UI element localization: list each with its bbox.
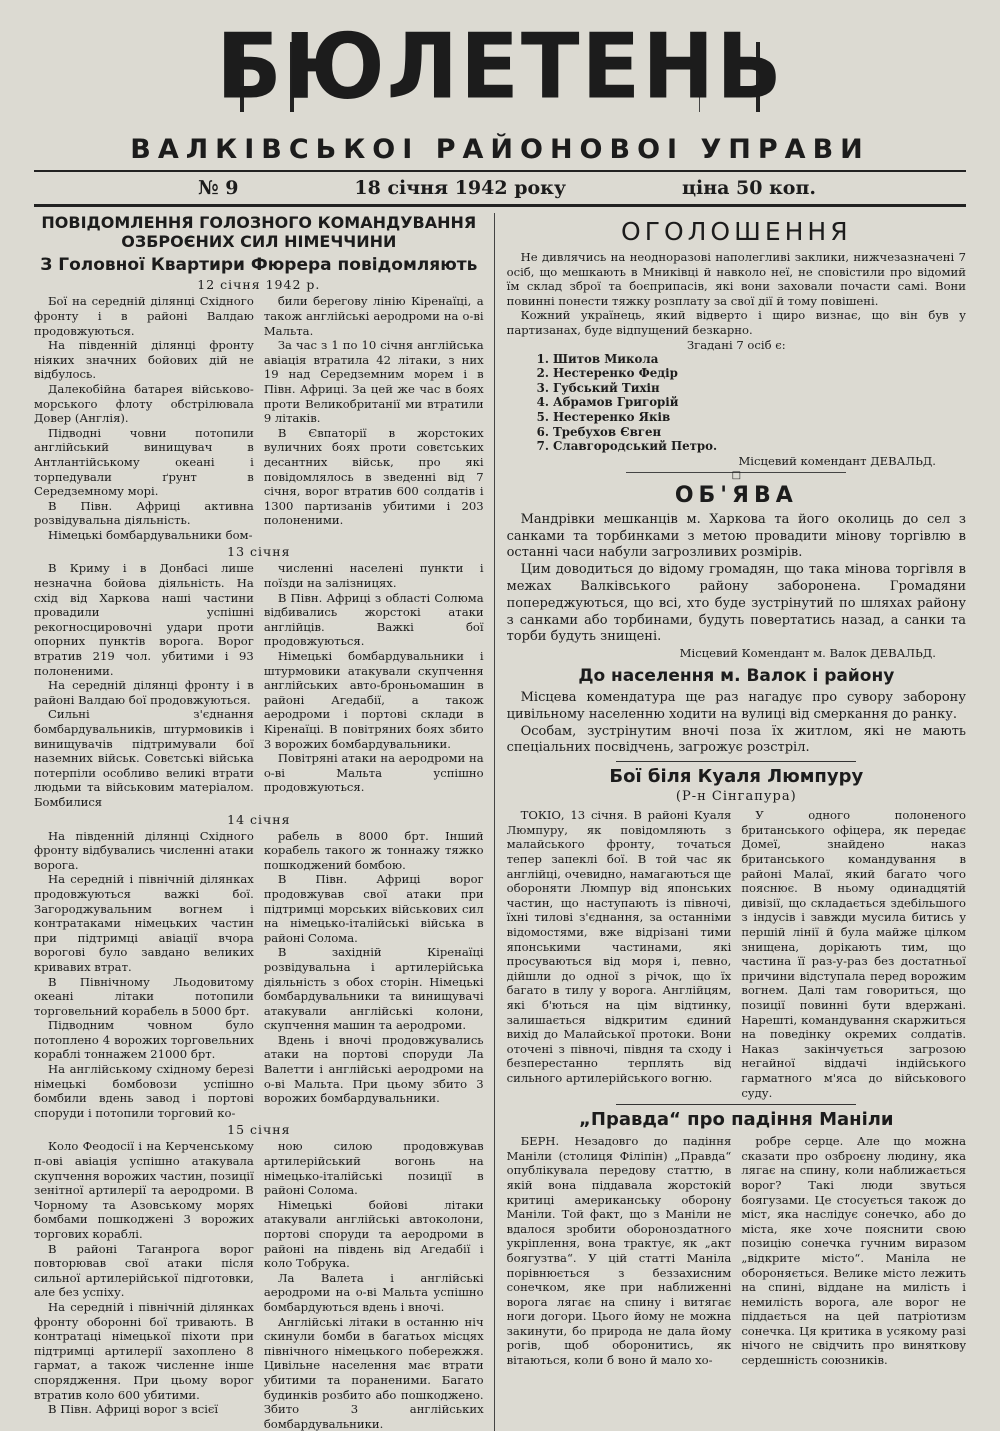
article-paragraph: Далекобійна батарея військово-морського флоту обстрілювала Довер (Англія). (34, 381, 254, 426)
signature: Місцевий Комендант м. Валок ДЕВАЛЬД. (679, 646, 936, 661)
article-paragraph: В західній Кіренаїці розвідувальна і артилерійська діяльність з обох сторін. Німецькі бомбардувальники та винищувачі атакували англійські колони, скупчення машин та аеродроми. (263, 945, 484, 1033)
section-13 (34, 561, 484, 809)
kuala-lumpur-title: Бої біля Куаля Люмпуру (609, 766, 864, 788)
issue-price: ціна 50 коп. (681, 177, 816, 199)
article-paragraph: В Півн. Африці ворог з всієї (48, 1402, 219, 1417)
article-paragraph: Бої на середній ділянці Східного фронту і в районі Валдаю продовжуються. (34, 294, 254, 338)
article-paragraph: били берегову лінію Кіренаїці, а також англійські аеродроми на о-ві Мальта. (263, 294, 484, 338)
list-item: 5. Нестеренко Яків (536, 409, 671, 424)
article-paragraph: Підводним човном було потоплено 4 ворожих торговельних кораблі тоннажем 21000 брт. (34, 1018, 254, 1062)
article-paragraph: Повітряні атаки на аеродроми на о-ві Мальта успішно продовжуються. (263, 751, 484, 795)
article-paragraph: У одного полоненого британського офіцера, як передає Домеї, знайдено наказ британського командування в районі Малаї, який багато чого пояснює. В ньому одинадцятій дивізії, що складається здебільшого з індусів і завжди мусила битись у першій лінії й була майже цілком знищена, дорікають тим, що частина її раз-у-раз без достатньої причини відступала перед ворожим вогнем. Далі там говориться, що позиції повинні бути вдержані. Нарешті, командування скаржиться на поведінку окремих солдатів. Наказ закінчується загрозою негайної віддачі індійського гарматного м'яса до військового суду. (741, 808, 967, 1100)
list-item: 1. Шитов Микола (536, 351, 659, 366)
notice-body (507, 512, 966, 646)
article-paragraph: робре серце. Але що можна сказати про озброєну людину, яка лягає на спину, коли наближається ворог? Такі люди звуться боягузами. Це стосується також до міст, яка наслідує сонечко, або до міста, яке хоче пояснити свою позицію сонечка гучним виразом „відкрите місто“. Маніла не обороняється. Велике місто лежить на спині, віддане на милість і немилість ворога, але ворог не піддається на цей патріотизм сонечка. Ця критика в усякому разі нічого не свідчить про винятковy сердешність союзників. (741, 1134, 967, 1368)
list-item: 6. Требухов Євген (536, 424, 662, 439)
article-paragraph: В Півн. Африці з області Солюма відбивались жорстокі атаки англійців. Важкі бої продовжуються. (263, 590, 484, 649)
article-paragraph: Підводні човни потопили англійський винищувач в Антлантійському океані і торпедували ґрунт в Середземному морі. (34, 425, 254, 499)
article-paragraph: Коло Феодосії і на Керченському п-ові авіація успішно атакувала скупчення ворожих частин, позиції зенітної артилерії та аеродроми. В Чорному та Азовському морях бомбами пошкоджені 3 ворожих торгових кораблі. (34, 1139, 254, 1241)
article-paragraph: Німецькі бойові літаки атакували англійські автоколони, портові споруди та аеродроми в районі на південь від Агедабії і коло Тобрука. (263, 1197, 484, 1271)
article-paragraph: Ла Валета і англійські аеродроми на о-ві Мальта успішно бомбардуються вдень і вночі. (263, 1270, 484, 1314)
population-body (507, 690, 966, 757)
manila-col-a (507, 1134, 732, 1368)
manila-title: „Правда“ про падіння Маніли (579, 1109, 894, 1131)
manila-article (507, 1134, 966, 1368)
article-paragraph: В Євпаторії в жорстоких вуличних боях проти совєтських десантних військ, про які повідомлялось в зведенні від 7 січня, ворог втратив 600 солдатів і 1300 партизанів убитими і 203 полоненими. (263, 425, 484, 528)
separator (616, 1104, 856, 1105)
command-heading: ПОВІДОМЛЕННЯ ГОЛОЗНОГО КОМАНДУВАННЯ ОЗБРОЄНИХ СИЛ НІМЕЧЧИНИ (41, 213, 477, 252)
article-paragraph: На середній і північній ділянках продовжуються важкі бої. Загороджувальним вогнем і контратаками німецьких частин при підтримці авіації вчора ворогові було завдано великих кривавих втрат. (34, 872, 254, 974)
section-13-col-a (34, 561, 254, 809)
kuala-lumpur-article (507, 808, 966, 1100)
list-item: 4. Абрамов Григорій (536, 395, 679, 410)
columns (34, 213, 966, 1431)
article-paragraph: Сильні з'єднання бомбардувальників, штурмовиків і винищувачів підтримували бої наземних військ. Совєтські війська потерпіли особливо великі втрати людьми та військовим матеріалом. Бомбилися (34, 707, 254, 809)
section-12 (34, 294, 484, 542)
date-heading: 15 січня (227, 1122, 291, 1138)
article-paragraph: В районі Таганрога ворог повторював свої атаки після сильної артилерійської підготовки, але без успіху. (34, 1241, 254, 1300)
article-paragraph: Кожний українець, який відверто і щиро визнає, що він був у партизанах, буде відпущений безкарно. (506, 308, 966, 337)
newspaper-subtitle: ВАЛКІВСЬКОІ РАЙОНОВОІ УПРАВИ (130, 134, 870, 165)
date-heading: 14 січня (227, 811, 291, 827)
article-paragraph: На англійському східному березі німецькі бомбовози успішно бомбили вдень завод і портові споруди і потопили торговий ко- (34, 1062, 254, 1120)
article-paragraph: Цим доводиться до відому громадян, що така мінова торгівля в межах Валківського району заборонена. Громадяни попереджуються, що всі, хто буде зустрінутий по шляхах району з санками або торбинами, будуть повертатись назад, а санки та торби будуть знищені. (506, 562, 966, 645)
left-column (34, 213, 495, 1431)
list-item: 7. Славгородський Петро. (536, 439, 718, 454)
notice-title: ОБ'ЯВА (674, 482, 798, 508)
kuala-lumpur-col-b (741, 808, 966, 1100)
date-heading: 13 січня (227, 544, 291, 560)
names-list (507, 352, 966, 454)
section-14-col-a (34, 829, 254, 1121)
article-paragraph: численні населені пункти і поїзди на залізницях. (263, 561, 484, 591)
section-14-col-b (264, 829, 484, 1121)
article-paragraph: На середній і північній ділянках фронту оборонні бої тривають. В контратаці німецької піхоти при підтримці артилерії захоплено 8 гармат, а також численне інше спорядження. При цьому ворог втратив коло 600 убитими. (34, 1299, 254, 1402)
article-paragraph: В Криму і в Донбасі лише незначна бойова діяльність. На схід від Харкова наші частини провадили успішні рекогносцировочні удари проти опорних пунктів ворога. Ворог втратив 219 чол. убитими і 93 полоненими. (34, 561, 254, 678)
article-paragraph: На середній ділянці фронту і в районі Валдаю бої продовжуються. (34, 678, 254, 707)
section-15-col-b (264, 1139, 484, 1431)
separator (616, 761, 856, 762)
right-column (495, 213, 966, 1431)
article-paragraph: Німецькі бомбардувальники бом- (48, 527, 253, 542)
list-item: 3. Губський Тихін (536, 380, 660, 395)
article-paragraph: Місцева комендатура ще раз нагадує про сувору заборону цивільному населенню ходити на вулиці від смеркання до ранку. (506, 690, 966, 722)
masthead (34, 14, 966, 165)
article-paragraph: Англійські літаки в останню ніч скинули бомби в багатьох місцях північного німецького побережжя. Цивільне населення має втрати убитими та пораненими. Багато будинків розбито або пошкоджено. Збито 3 англійських бомбардувальники. (263, 1314, 484, 1431)
manila-col-b (741, 1134, 966, 1368)
issue-number: № 9 (198, 177, 239, 199)
section-12-col-b (264, 294, 484, 542)
article-paragraph: ТОКІО, 13 січня. В районі Куаля Люмпуру, як повідомляють з малайського фронту, точаться тепер запеклі бої. В той час як англійці, очевидно, намагаються ще обороняти Люмпур від японських частин, що наступають із півночі, їхні тилові з'єднання, за останніми відомостями, вже відрізані тими японськими частинами, які просуваються від моря і, певно, дійшли до одної з річок, що їх багато в тилу у ворога. Англійцям, які б'ються на цім відтинку, залишається відкритим єдиний вихід до Малайської протоки. Вони оточені з півночі, півдня та сходу і безперестанно терплять від сильного артилерійського вогню. (506, 808, 732, 1085)
section-14 (34, 829, 484, 1121)
article-paragraph: Німецькі бомбардувальники і штурмовики атакували скупчення англійських авто-броньомашин в районі Агедабії, а також аеродроми і портові склади в Кіренаїці. В повітряних боях збито 3 ворожих бомбардувальники. (263, 649, 484, 751)
section-12-col-a (34, 294, 254, 542)
announcement-title: ОГОЛОШЕННЯ (621, 217, 852, 246)
article-paragraph: Не дивлячись на неодноразові наполегливі заклики, нижчезазначені 7 осіб, що мешкають в Мниківці й навколо неї, не сповістили про відомий їм склад зброї та боєприпасів, які вони заховали почасти самі. Вони повинні понести тяжку розплату за свої дії й тому повішені. (506, 250, 966, 308)
article-paragraph: ною силою продовжував артилерійський вогонь на німецько-італійські позиції в районі Солома. (263, 1139, 484, 1198)
kuala-lumpur-subtitle: (Р-н Сінгапура) (675, 789, 797, 805)
section-15-col-a (34, 1139, 254, 1431)
article-paragraph: Особам, зустрінутим вночі поза їх житлом, які не мають спеціальних посвідчень, загрожує розстріл. (506, 723, 966, 756)
population-title: До населення м. Валок і району (578, 666, 895, 687)
issue-date: 18 січня 1942 року (354, 177, 567, 199)
command-subheading: З Головної Квартири Фюрера повідомляють (40, 255, 478, 276)
signature: Місцевий комендант ДЕВАЛЬД. (738, 453, 936, 468)
newspaper-title: БЮЛЕТЕНЬ (216, 14, 784, 120)
issue-info (34, 172, 966, 204)
article-paragraph: Вдень і вночі продовжувались атаки на портові споруди Ла Валетти і англійські аеродроми на о-ві Мальта. При цьому збито 3 ворожих бомбардувальники. (263, 1032, 484, 1106)
article-paragraph: БЕРН. Незадовго до падіння Маніли (столиця Філіпін) „Правда“ опублікувала передову статтю, в якій вона піддавала жорстокій критиці американську оборону Маніли. Той факт, що з Маніли не вдалося зробити обороноздатного укріплення, вона трактує, як „акт боягузтва“. У цій статті Маніла порівнюється з беззахисним сонечком, яке при наближенні ворога лягає на спину і витягає ноги догори. Цього йому не можна закинути, бо природа не дала йому рогів, щоб оборонитись, як вітаються, коли б воно й мало хо- (506, 1134, 732, 1368)
date-heading: 12 січня 1942 р. (197, 277, 321, 293)
list-heading: Згадані 7 осіб є: (686, 337, 786, 352)
article-paragraph: На південній ділянці фронту ніяких значних бойових дій не відбулось. (34, 338, 254, 382)
article-paragraph: В Півн. Африці ворог продовжував свої атаки при підтримці морських військових сил на німецько-італійські війська в районі Солома. (263, 872, 484, 945)
article-paragraph: рабель в 8000 брт. Інший корабель такого ж тоннажу тяжко пошкоджений бомбою. (263, 828, 484, 872)
separator: □ (626, 472, 846, 479)
section-15 (34, 1139, 484, 1431)
info-rule (34, 204, 966, 207)
article-paragraph: В Півн. Африці активна розвідувальна діяльність. (34, 498, 254, 528)
kuala-lumpur-col-a (507, 808, 732, 1100)
article-paragraph: Мандрівки мешканців м. Харкова та його околиць до сел з санками та торбинками з метою провадити мінову торгівлю в останні часи набули загрозливих розмірів. (506, 511, 966, 561)
announcement-body (507, 250, 966, 338)
article-paragraph: В Північному Льодовитому океані літаки потопили торговельний корабель в 5000 брт. (34, 974, 254, 1018)
section-13-col-b (264, 561, 484, 809)
article-paragraph: За час з 1 по 10 січня англійська авіація втратила 42 літаки, з них 19 над Середземним морем і в Півн. Африці. За цей же час в боях проти Великобританії ми втратили 9 літаків. (263, 338, 484, 426)
list-item: 2. Нестеренко Федір (536, 366, 678, 381)
article-paragraph: На південній ділянці Східного фронту відбувались численні атаки ворога. (34, 828, 254, 872)
